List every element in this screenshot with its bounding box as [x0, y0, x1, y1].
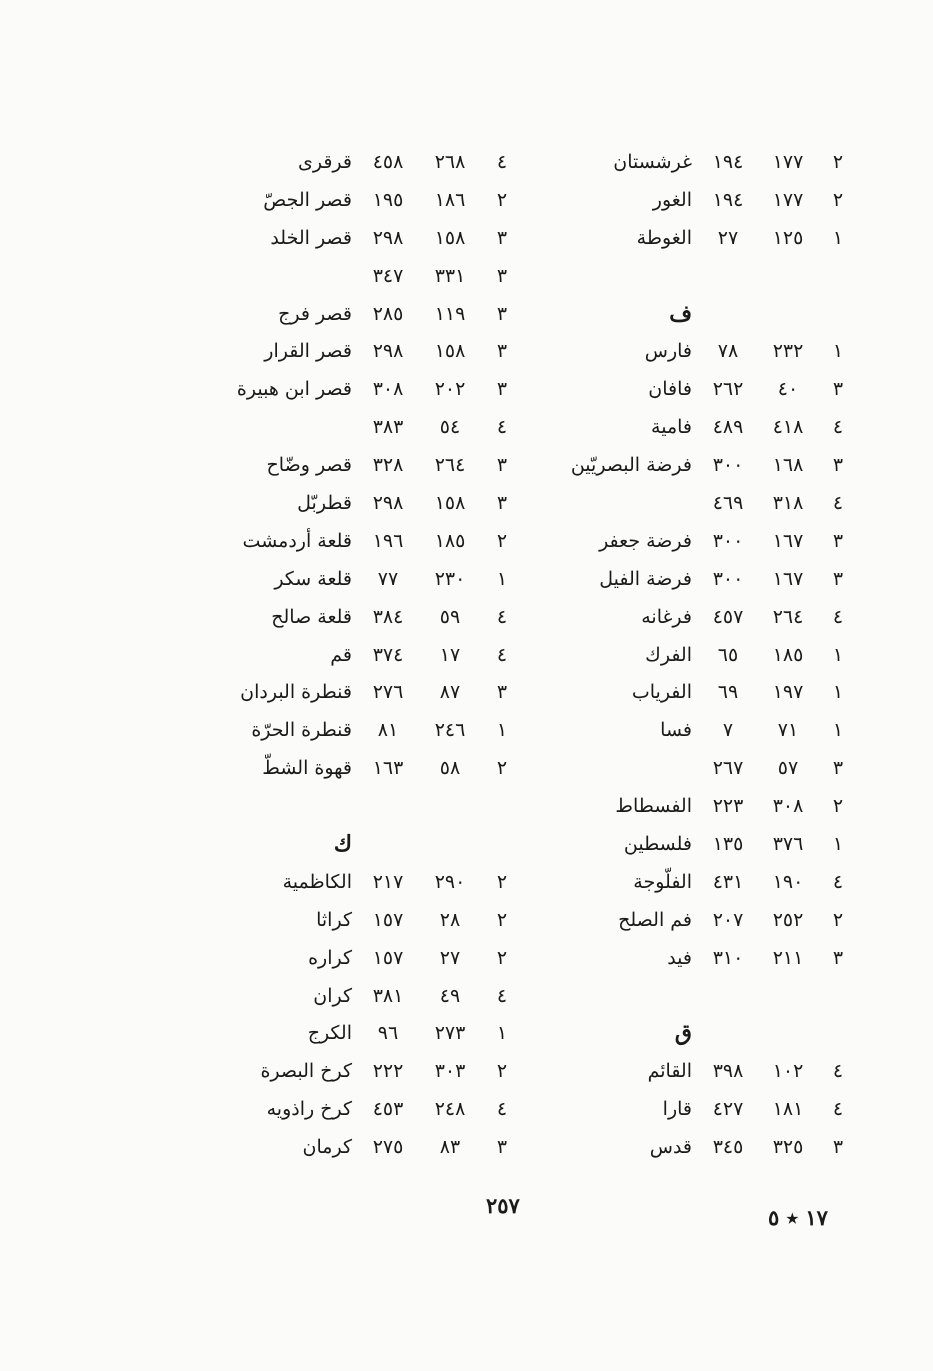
volume-number: ٤ [496, 1098, 508, 1121]
volume-number: ٢ [832, 908, 844, 931]
page-ref: ٣٠٣ [434, 1060, 466, 1083]
page-ref-secondary: ٢٧ [717, 226, 739, 249]
place-name: كران [313, 984, 352, 1007]
page-ref-secondary: ٣٤٧ [372, 264, 404, 287]
place-name: الفسطاط [615, 795, 692, 818]
volume-number: ٤ [832, 492, 844, 515]
place-name: قنطرة الحرّة [251, 719, 352, 742]
volume-number: ٢ [496, 870, 508, 893]
page-ref-secondary: ٤٥٣ [372, 1098, 404, 1121]
place-name: غرشستان [613, 151, 692, 173]
place-name: قرقرى [297, 151, 352, 173]
page-ref: ٢٩٠ [434, 870, 466, 893]
page-ref-secondary: ٢٢٢ [372, 1060, 404, 1083]
letter-heading [540, 1015, 862, 1053]
volume-number: ٤ [496, 151, 508, 173]
place-name: الكرج [307, 1022, 352, 1045]
page-ref: ١٥٨ [434, 492, 466, 515]
page-ref: ١١٩ [434, 302, 466, 325]
page-ref-secondary: ٣٠٠ [712, 454, 744, 477]
page-ref-secondary: ٣٠٨ [372, 378, 404, 401]
page-ref: ٢٧ [439, 946, 461, 969]
index-entry [230, 750, 522, 788]
index-entry [540, 712, 862, 750]
place-name: الغور [652, 188, 692, 211]
page-ref: ٢٣٢ [772, 340, 804, 363]
index-entry [540, 371, 862, 409]
volume-number: ١ [496, 719, 508, 742]
page-ref-secondary: ١٩٥ [372, 188, 404, 211]
volume-number: ٤ [832, 1060, 844, 1083]
volume-number: ٣ [496, 340, 508, 363]
volume-number: ١ [832, 833, 844, 856]
index-entry [230, 296, 522, 334]
place-name: قلعة سكر [274, 567, 352, 590]
place-name: فسا [660, 719, 692, 742]
volume-number: ٣ [496, 681, 508, 704]
volume-number: ٣ [496, 302, 508, 325]
page-ref: ١٩٠ [772, 870, 804, 893]
page-ref: ٢٨ [439, 908, 461, 931]
page-number: ٢٥٧ [486, 1193, 520, 1218]
place-name: قارا [662, 1098, 692, 1121]
index-entry [230, 902, 522, 940]
place-name: قصر الجصّ [263, 188, 352, 211]
volume-number: ١ [832, 226, 844, 249]
page-ref: ٨٣ [439, 1136, 461, 1159]
index-entry [540, 220, 862, 258]
volume-number: ٢ [496, 529, 508, 552]
page-ref-secondary: ٣٧٤ [372, 643, 404, 666]
page-ref: ٢١١ [772, 946, 804, 969]
place-name: قصر فرج [278, 302, 352, 325]
volume-number: ١ [832, 681, 844, 704]
page-ref-secondary: ٣٨١ [372, 984, 404, 1007]
index-entry [540, 561, 862, 599]
page-ref-secondary: ٣٨٤ [372, 605, 404, 628]
volume-number: ٢ [832, 151, 844, 173]
index-entry [540, 902, 862, 940]
page-ref-secondary: ٤٥٨ [372, 151, 404, 173]
index-entry [230, 1091, 522, 1129]
index-entry [230, 561, 522, 599]
index-entry [230, 485, 522, 523]
page-ref-secondary: ٤٣١ [712, 870, 744, 893]
volume-number: ٢ [496, 908, 508, 931]
page-ref-secondary: ٣٩٨ [712, 1060, 744, 1083]
volume-number: ٣ [496, 264, 508, 287]
volume-number: ١ [496, 567, 508, 590]
page-ref-secondary: ٦٩ [717, 681, 739, 704]
page-ref-secondary: ٢١٧ [372, 870, 404, 893]
page-ref: ١٦٧ [772, 567, 804, 590]
place-name: القائم [647, 1060, 692, 1083]
index-entry [540, 333, 862, 371]
place-name: الفرياب [631, 681, 692, 704]
index-entry [540, 485, 862, 523]
index-entry [230, 523, 522, 561]
page-ref: ١٦٧ [772, 529, 804, 552]
volume-number: ٣ [832, 529, 844, 552]
page-ref-secondary: ٢٧٦ [372, 681, 404, 704]
page-ref: ٢٦٨ [434, 151, 466, 173]
volume-number: ٢ [832, 188, 844, 211]
page-ref-secondary: ٤٥٧ [712, 605, 744, 628]
index-entry [540, 1129, 862, 1167]
page-ref: ٢٦٤ [434, 454, 466, 477]
page-ref-secondary: ٣٤٥ [712, 1136, 744, 1159]
page-ref: ٢٧٣ [434, 1022, 466, 1045]
letter-heading-label: ف [669, 300, 692, 327]
volume-number: ٤ [832, 1098, 844, 1121]
volume-number: ٣ [832, 567, 844, 590]
place-name: كرخ البصرة [260, 1060, 352, 1083]
place-name: كراره [308, 946, 352, 969]
index-entry [540, 674, 862, 712]
page-ref: ١٧٧ [772, 151, 804, 173]
index-entry [230, 978, 522, 1016]
volume-number: ١ [832, 340, 844, 363]
place-name: قلعة أردمشت [242, 529, 352, 552]
page-ref-secondary: ٤٨٩ [712, 416, 744, 439]
page-ref-secondary: ١٩٦ [372, 529, 404, 552]
index-entry [540, 864, 862, 902]
place-name: قدس [649, 1136, 692, 1159]
index-entry [230, 637, 522, 675]
volume-number: ٣ [496, 492, 508, 515]
page-ref: ٣٠٨ [772, 795, 804, 818]
index-entry [230, 144, 522, 182]
place-name: قصر وضّاح [266, 454, 352, 477]
page-ref-secondary: ٢٦٢ [712, 378, 744, 401]
volume-number: ٢ [496, 757, 508, 780]
volume-number: ٢ [496, 188, 508, 211]
page-ref: ٢٣٠ [434, 567, 466, 590]
letter-heading-label: ق [674, 1020, 692, 1047]
place-name: كراثا [316, 908, 352, 931]
volume-number: ٣ [832, 757, 844, 780]
volume-number: ٣ [496, 378, 508, 401]
index-entry [540, 144, 862, 182]
index-entry [230, 712, 522, 750]
place-name: فرضة الفيل [599, 567, 692, 590]
volume-number: ٤ [832, 870, 844, 893]
page-ref: ٢٤٨ [434, 1098, 466, 1121]
page-ref: ٢٥٢ [772, 908, 804, 931]
index-entry [540, 523, 862, 561]
place-name: كرمان [302, 1136, 352, 1159]
page-ref-secondary: ٧ [722, 719, 734, 742]
index-entry [540, 788, 862, 826]
index-entry [540, 940, 862, 978]
volume-number: ٣ [832, 1136, 844, 1159]
place-name: فم الصلح [618, 908, 692, 931]
page-ref-secondary: ٨١ [377, 719, 399, 742]
page-ref: ٢٦٤ [772, 605, 804, 628]
page-ref-secondary: ١٣٥ [712, 833, 744, 856]
page-ref-secondary: ٢٩٨ [372, 492, 404, 515]
index-entry [540, 447, 862, 485]
page-ref-secondary: ١٩٤ [712, 151, 744, 173]
page-ref-secondary: ٧٧ [377, 567, 399, 590]
page-ref: ١٠٢ [772, 1060, 804, 1083]
spacer-row [540, 258, 862, 296]
page-ref-secondary: ٢٩٨ [372, 340, 404, 363]
page-ref: ١٩٧ [772, 681, 804, 704]
place-name: قهوة الشطّ [262, 757, 352, 780]
page-ref-secondary: ٦٥ [717, 643, 739, 666]
page-ref: ١٦٨ [772, 454, 804, 477]
page-ref-secondary: ٢٠٧ [712, 908, 744, 931]
spacer-row [540, 978, 862, 1016]
volume-number: ٣ [496, 454, 508, 477]
letter-heading [540, 296, 862, 334]
letter-heading-label: ك [333, 831, 352, 858]
page-ref: ١٨٦ [434, 188, 466, 211]
volume-number: ٣ [832, 454, 844, 477]
page-ref: ٣٧٦ [772, 833, 804, 856]
page-ref-secondary: ٤٢٧ [712, 1098, 744, 1121]
volume-number: ٤ [832, 416, 844, 439]
place-name: الفلّوجة [633, 870, 692, 893]
page-ref: ٤١٨ [772, 416, 804, 439]
page-ref-secondary: ٧٨ [717, 340, 739, 363]
page-ref: ١٨١ [772, 1098, 804, 1121]
place-name: فرغانه [641, 605, 692, 628]
index-entry [230, 371, 522, 409]
page-ref-secondary: ٣١٠ [712, 946, 744, 969]
volume-number: ٤ [496, 416, 508, 439]
page-ref: ١٨٥ [772, 643, 804, 666]
place-name: فافان [648, 378, 692, 401]
place-name: فرضة البصريّين [570, 454, 692, 477]
index-entry [540, 637, 862, 675]
page-ref-secondary: ٣٠٠ [712, 529, 744, 552]
index-entry [230, 674, 522, 712]
index-entry [540, 599, 862, 637]
page-ref: ٧١ [777, 719, 799, 742]
signature-mark: ١٧ ٭ ٥ [768, 1205, 828, 1230]
page-ref-secondary: ١٩٤ [712, 188, 744, 211]
page-ref-secondary: ٢٢٣ [712, 795, 744, 818]
page-ref-secondary: ٤٦٩ [712, 492, 744, 515]
page-ref-secondary: ٢٩٨ [372, 226, 404, 249]
volume-number: ٢ [496, 1060, 508, 1083]
index-entry [230, 1129, 522, 1167]
volume-number: ٣ [496, 1136, 508, 1159]
page-ref-secondary: ٣٨٣ [372, 416, 404, 439]
index-entry [230, 182, 522, 220]
volume-number: ١ [496, 1022, 508, 1045]
volume-number: ٣ [832, 378, 844, 401]
page-ref: ٤٠ [777, 378, 799, 401]
page-ref: ٢٠٢ [434, 378, 466, 401]
place-name: قنطرة البردان [240, 681, 352, 704]
page-ref-secondary: ٩٦ [377, 1022, 399, 1045]
place-name: الكاظمية [282, 870, 352, 893]
place-name: قصر ابن هبيرة [236, 378, 352, 401]
place-name: الفرك [645, 643, 692, 666]
page-ref: ٣٣١ [434, 264, 466, 287]
index-column-left [230, 144, 522, 1167]
place-name: قم [330, 643, 352, 666]
place-name: قصر الخلد [270, 226, 352, 249]
index-entry [230, 864, 522, 902]
place-name: فامية [651, 416, 692, 439]
volume-number: ٣ [832, 946, 844, 969]
letter-heading [230, 826, 522, 864]
place-name: فلسطين [623, 833, 692, 856]
volume-number: ٢ [832, 795, 844, 818]
volume-number: ١ [832, 643, 844, 666]
page-ref: ٥٤ [439, 416, 461, 439]
page-ref: ٨٧ [439, 681, 461, 704]
page-ref: ٥٩ [439, 605, 461, 628]
page-ref-secondary: ١٥٧ [372, 946, 404, 969]
index-entry [230, 940, 522, 978]
spacer-row [230, 788, 522, 826]
volume-number: ١ [832, 719, 844, 742]
page-ref: ١٨٥ [434, 529, 466, 552]
page-ref: ٤٩ [439, 984, 461, 1007]
index-entry [540, 409, 862, 447]
page-ref: ١٧٧ [772, 188, 804, 211]
place-name: الغوطة [636, 226, 692, 249]
place-name: فرضة جعفر [599, 529, 692, 552]
index-entry [230, 220, 522, 258]
index-entry [230, 409, 522, 447]
page-ref-secondary: ٢٧٥ [372, 1136, 404, 1159]
place-name: قلعة صالح [271, 605, 352, 628]
volume-number: ٤ [496, 643, 508, 666]
page-ref-secondary: ٣٠٠ [712, 567, 744, 590]
volume-number: ٤ [496, 605, 508, 628]
page-ref: ١٧ [439, 643, 461, 666]
page-ref: ١٥٨ [434, 226, 466, 249]
page-ref-secondary: ١٦٣ [372, 757, 404, 780]
page-ref: ١٢٥ [772, 226, 804, 249]
index-entry [230, 447, 522, 485]
index-entry [230, 333, 522, 371]
index-entry [540, 1091, 862, 1129]
volume-number: ٤ [496, 984, 508, 1007]
volume-number: ٤ [832, 605, 844, 628]
index-column-right [540, 144, 862, 1167]
page-ref: ٢٤٦ [434, 719, 466, 742]
page-ref: ٥٧ [777, 757, 799, 780]
index-entry [540, 826, 862, 864]
page-ref: ٣٢٥ [772, 1136, 804, 1159]
page-ref: ١٥٨ [434, 340, 466, 363]
place-name: فارس [644, 340, 692, 363]
volume-number: ٢ [496, 946, 508, 969]
place-name: قصر القرار [264, 340, 352, 363]
place-name: فيد [667, 946, 692, 969]
page-ref-secondary: ٣٢٨ [372, 454, 404, 477]
index-entry [230, 1053, 522, 1091]
index-entry [230, 599, 522, 637]
index-entry [540, 1053, 862, 1091]
index-entry [540, 750, 862, 788]
page-ref-secondary: ٢٨٥ [372, 302, 404, 325]
place-name: كرخ راذويه [266, 1098, 352, 1121]
place-name: قطربّل [297, 492, 352, 515]
page-ref-secondary: ١٥٧ [372, 908, 404, 931]
volume-number: ٣ [496, 226, 508, 249]
index-entry [230, 258, 522, 296]
page-ref: ٣١٨ [772, 492, 804, 515]
index-entry [540, 182, 862, 220]
page-ref: ٥٨ [439, 757, 461, 780]
page-ref-secondary: ٢٦٧ [712, 757, 744, 780]
index-entry [230, 1015, 522, 1053]
